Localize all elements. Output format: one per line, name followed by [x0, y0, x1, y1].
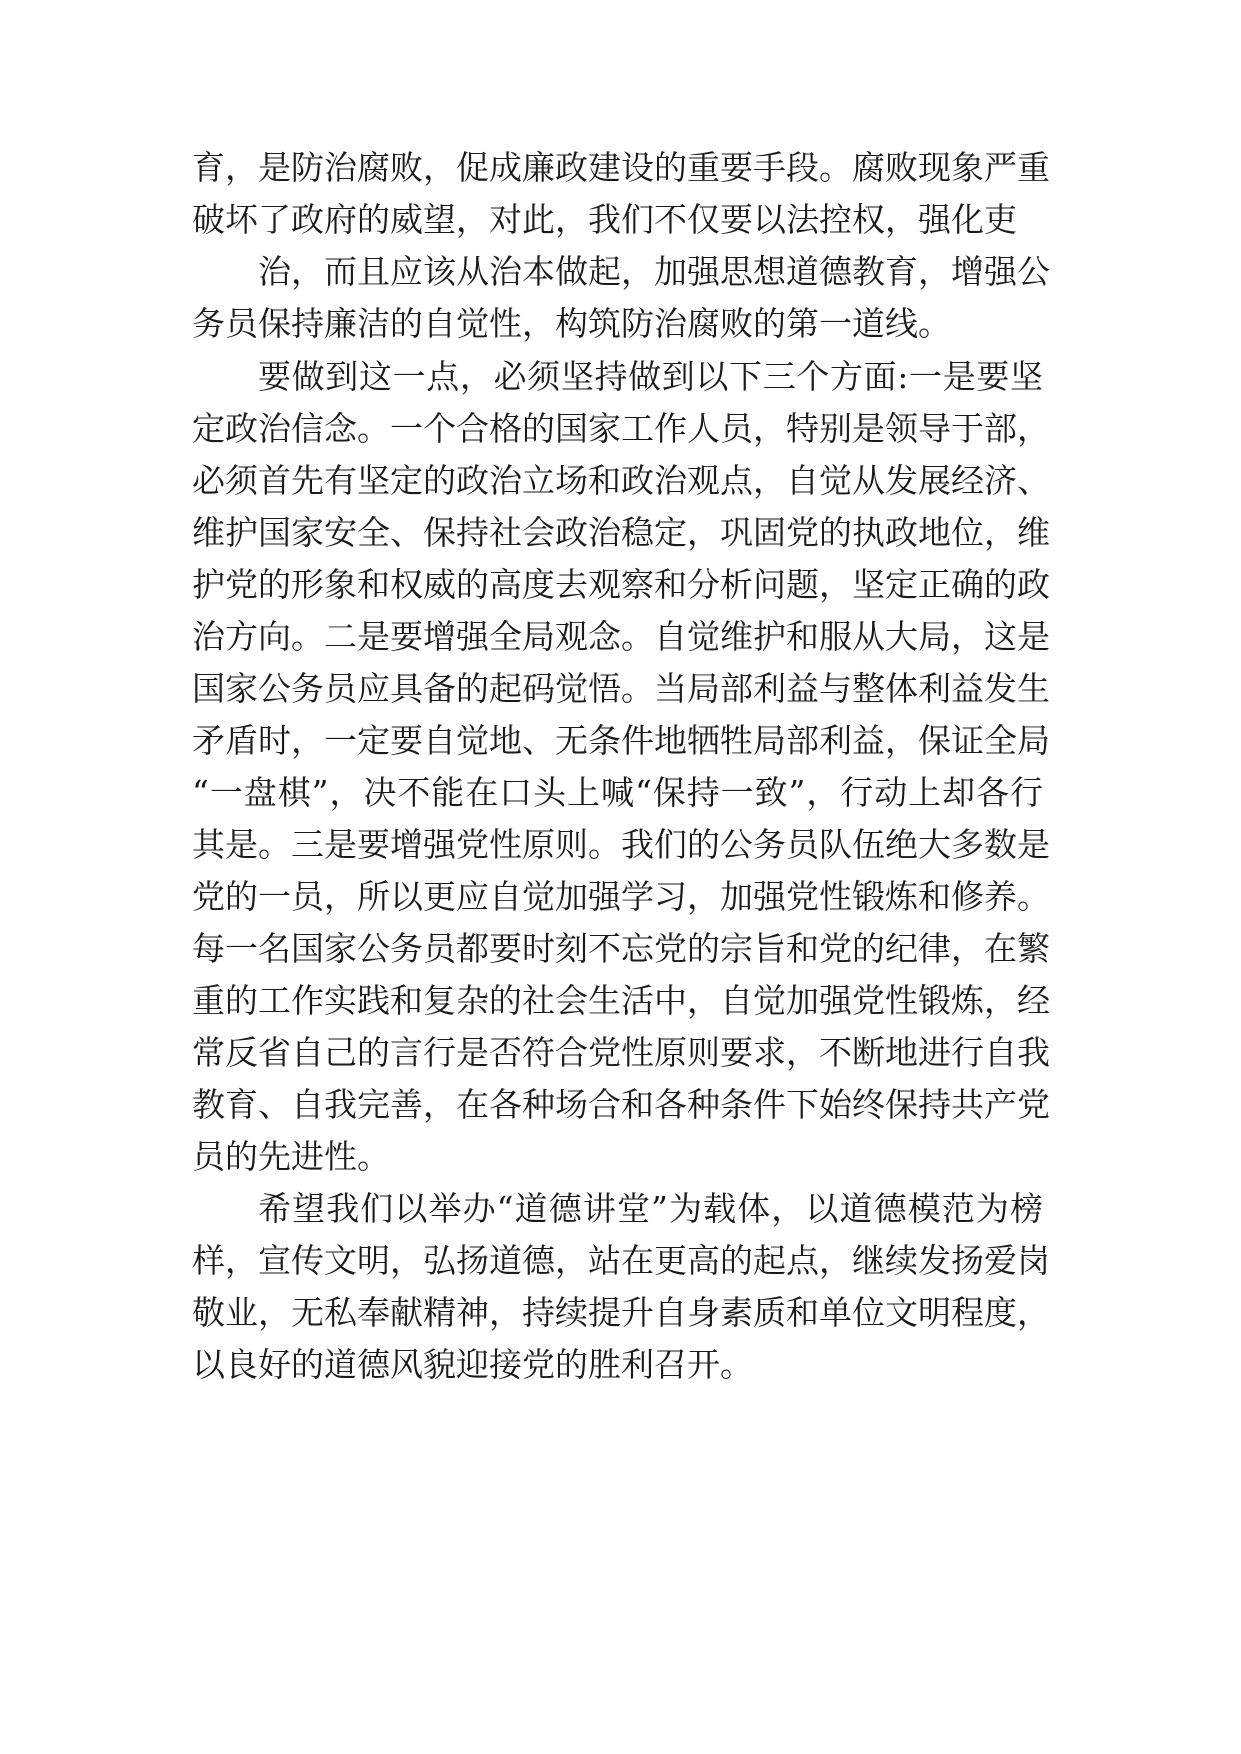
text-line: 以良好的道德风貌迎接党的胜利召开。 [192, 1345, 753, 1384]
text-line: 护党的形象和权威的高度去观察和分析问题，坚定正确的政 [192, 565, 1050, 604]
text-line: 矛盾时，一定要自觉地、无条件地牺牲局部利益，保证全局 [192, 721, 1050, 760]
text-line: “一盘棋”，决不能在口头上喊“保持一致”，行动上却各行 [192, 773, 1043, 812]
text-line: 员的先进性。 [192, 1137, 390, 1176]
text-line: 每一名国家公务员都要时刻不忘党的宗旨和党的纪律，在繁 [192, 929, 1050, 968]
text-line: 样，宣传文明，弘扬道德，站在更高的起点，继续发扬爱岗 [192, 1241, 1050, 1280]
text-line: 破坏了政府的威望，对此，我们不仅要以法控权，强化吏 [192, 200, 1017, 239]
text-line: 党的一员，所以更应自觉加强学习，加强党性锻炼和修养。 [192, 877, 1050, 916]
text-line: 其是。三是要增强党性原则。我们的公务员队伍绝大多数是 [192, 825, 1050, 864]
text-line: 育，是防治腐败，促成廉政建设的重要手段。腐败现象严重 [192, 148, 1050, 187]
text-line: 维护国家安全、保持社会政治稳定，巩固党的执政地位，维 [192, 513, 1050, 552]
text-line: 治，而且应该从治本做起，加强思想道德教育，增强公 [258, 252, 1050, 291]
text-line: 必须首先有坚定的政治立场和政治观点，自觉从发展经济、 [192, 461, 1050, 500]
text-line: 希望我们以举办“道德讲堂”为载体，以道德模范为榜 [258, 1189, 1043, 1228]
text-line: 常反省自己的言行是否符合党性原则要求，不断地进行自我 [192, 1033, 1050, 1072]
text-line: 定政治信念。一个合格的国家工作人员，特别是领导于部， [192, 409, 1050, 448]
text-line: 要做到这一点，必须坚持做到以下三个方面:一是要坚 [258, 357, 1043, 396]
text-line: 治方向。二是要增强全局观念。自觉维护和服从大局，这是 [192, 617, 1050, 656]
text-line: 重的工作实践和复杂的社会生活中，自觉加强党性锻炼，经 [192, 981, 1050, 1020]
text-line: 国家公务员应具备的起码觉悟。当局部利益与整体利益发生 [192, 669, 1050, 708]
text-line: 教育、自我完善，在各种场合和各种条件下始终保持共产党 [192, 1085, 1050, 1124]
text-line: 敬业，无私奉献精神，持续提升自身素质和单位文明程度， [192, 1293, 1050, 1332]
text-line: 务员保持廉洁的自觉性，构筑防治腐败的第一道线。 [192, 304, 951, 343]
